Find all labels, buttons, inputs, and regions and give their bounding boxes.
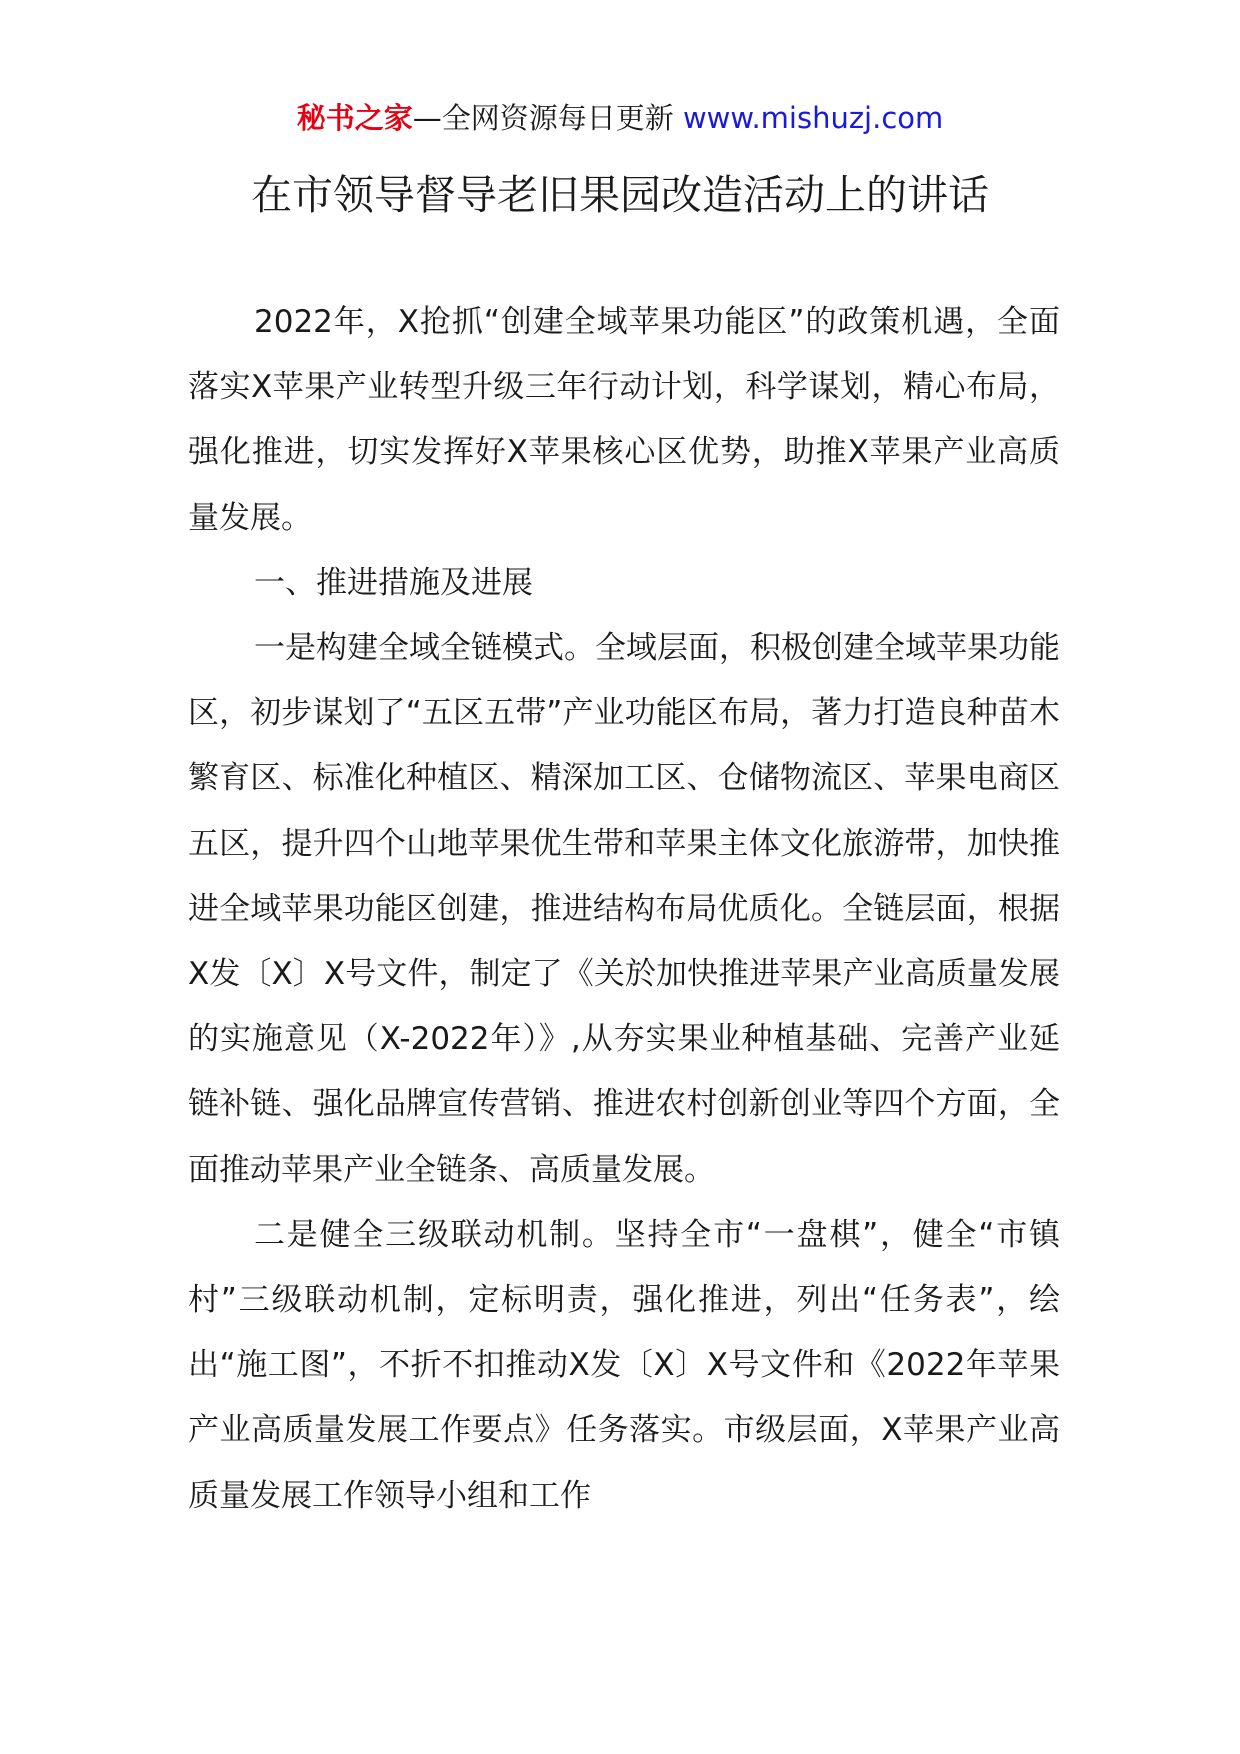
site-header <box>0 98 1240 138</box>
site-brand: 秘书之家 <box>296 101 413 135</box>
paragraph-intro: 2022年，X抢抓“创建全域苹果功能区”的政策机遇，全面落实X苹果产业转型升级三年行动计划，科学谋划，精心布局，强化推进，切实发挥好X苹果核心区优势，助推X苹果产业高质量发展。 <box>188 304 1060 536</box>
section-heading: 一、推进措施及进展 <box>254 564 533 601</box>
document-body <box>188 290 1060 1529</box>
paragraph-measure-one: 一是构建全域全链模式。全域层面，积极创建全域苹果功能区，初步谋划了“五区五带”产业功能区布局，著力打造良种苗木繁育区、标准化种植区、精深加工区、仓储物流区、苹果电商区五区，提升四个山地苹果优生带和苹果主体文化旅游带，加快推进全域苹果功能区创建，推进结构布局优质化。全链层面，根据X发〔X〕X号文件，制定了《关於加快推进苹果产业高质量发展的实施意见（X-2022年）》,从夯实果业种植基础、完善产业延链补链、强化品牌宣传营销、推进农村创新创业等四个方面，全面推动苹果产业全链条、高质量发展。 <box>188 630 1060 1188</box>
header-tagline: —全网资源每日更新 <box>412 101 683 135</box>
paragraph-measure-two: 二是健全三级联动机制。坚持全市“一盘棋”，健全“市镇村”三级联动机制，定标明责，强化推进，列出“任务表”，绘出“施工图”，不折不扣推动X发〔X〕X号文件和《2022年苹果产业高质量发展工作要点》任务落实。市级层面，X苹果产业高质量发展工作领导小组和工作 <box>188 1216 1060 1514</box>
document-title: 在市领导督导老旧果园改造活动上的讲话 <box>251 171 989 219</box>
site-url-link[interactable]: www.mishuzj.com <box>682 101 944 135</box>
